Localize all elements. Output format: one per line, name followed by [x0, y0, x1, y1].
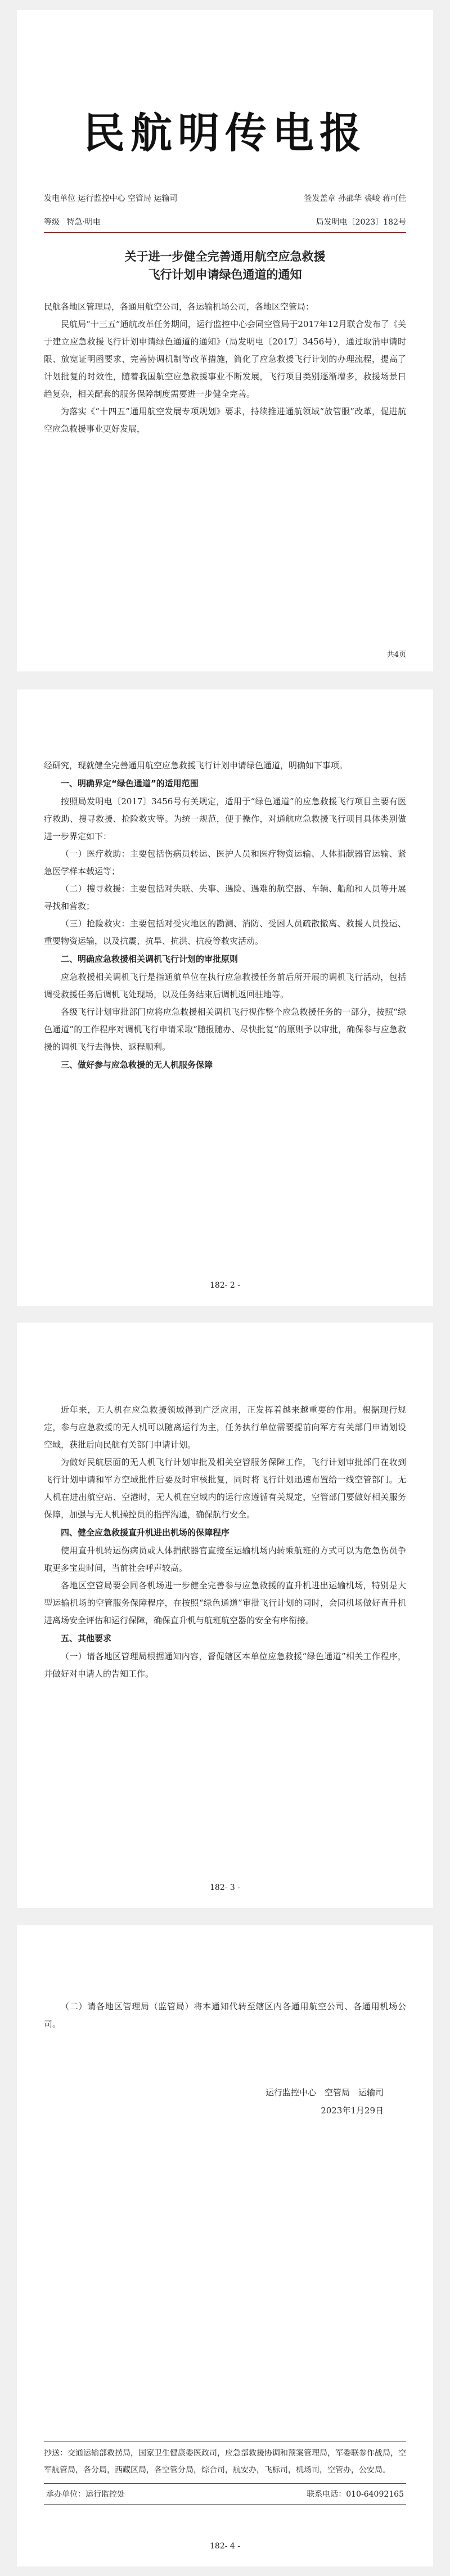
paragraph: 民航局“十三五”通航改革任务期间，运行监控中心会同空管局于2017年12月联合发布了《关于建立应急救援飞行计划申请绿色通道的通知》（局发明电〔2017〕3456号），通过取消申请时限、放宽证明函要求、完善协调机制等改革措施，简化了应急救援飞行计划的办理流程，提高了计划批复的时效性，随着我国航空应急救援事业不断发展，飞行项目类别逐渐增多，救援场景日趋复杂，相关配套的服务保障制度需要进一步健全完善。 [44, 319, 406, 399]
cc-recipients-continued: 各分局，西藏区局，各空管分局，综合司，航安办，飞标司，机场司，空管办，公安局。 [83, 2466, 390, 2475]
sign-off-date: 2023年1月29日 [321, 2105, 384, 2116]
section-heading: 三、做好参与应急救援的无人机服务保障 [61, 1060, 213, 1070]
grade-value: 特急·明电 [66, 218, 101, 227]
handling-unit-row [44, 2484, 406, 2504]
paragraph: 为落实《“十四五”通用航空发展专项规划》要求，持续推进通航领域“放管服”改革，促进航空应急救援事业更好发展， [44, 406, 406, 434]
phone-value: 010-64092165 [346, 2490, 404, 2499]
title-line-1: 关于进一步健全完善通用航空应急救援 [124, 249, 326, 263]
handling-unit-label: 承办单位： [46, 2490, 86, 2499]
cc-recipients: 交通运输部救捞局，国家卫生健康委医政司，应急部救援协调和预案管理局，军委联参作战局，空军航管局， [44, 2449, 406, 2475]
paragraph: （一）医疗救助：主要包括伤病员转运、医护人员和医疗物资运输、人体捐献器官运输、紧急医学样本载运等； [44, 849, 406, 876]
document-page-1 [17, 10, 433, 671]
paragraph: （一）请各地区管理局根据通知内容，督促辖区本单位应急救援“绿色通道”相关工作程序，并做好对申请人的告知工作。 [44, 1651, 406, 1679]
paragraph: （二）请各地区管理局（监管局）将本通知代转至辖区内各通用航空公司、各通用机场公司。 [44, 2001, 406, 2029]
page-count: 共4页 [386, 651, 406, 659]
section-heading: 五、其他要求 [61, 1633, 112, 1643]
grade-line [44, 216, 406, 233]
paragraph: 各级飞行计划审批部门应将应急救援相关调机飞行视作整个应急救援任务的一部分，按照“绿色通道”的工作程序对调机飞行申请采取“随报随办、尽快批复”的原则予以审批，确保参与应急救援的调机飞行去得快、返程顺利。 [44, 1007, 406, 1052]
document-title [44, 248, 406, 284]
title-line-2: 飞行计划申请绿色通道的通知 [148, 267, 302, 281]
document-page-4 [17, 1925, 433, 2566]
issuing-units: 发电单位 运行监控中心 空管局 运输司 [44, 194, 178, 203]
doc-number: 局发明电〔2023〕182号 [316, 218, 406, 227]
document-page-2 [17, 689, 433, 1306]
page-number: 182- 2 - [210, 1281, 240, 1290]
handling-unit-value: 运行监控处 [86, 2490, 125, 2499]
masthead: 民航明传电报 [83, 109, 367, 158]
section-heading: 一、明确界定“绿色通道”的适用范围 [61, 778, 199, 789]
phone-label: 联系电话： [307, 2490, 346, 2499]
section-heading: 四、健全应急救援直升机进出机场的保障程序 [61, 1527, 230, 1538]
document-page-3 [17, 1323, 433, 1908]
paragraph: （三）抢险救灾：主要包括对受灾地区的勘测、消防、受困人员疏散撤离、救援人员投运、重要物资运输，以及抗震、抗旱、抗洪、抗疫等救灾活动。 [44, 919, 406, 946]
distribution-block [44, 2441, 406, 2505]
grade-label: 等级 [44, 218, 60, 227]
issuer-line [44, 192, 406, 204]
paragraph: 经研究，现就健全完善通用航空应急救援飞行计划申请绿色通道，明确如下事项。 [44, 760, 348, 770]
paragraph: （二）搜寻救援：主要包括对失联、失事、遇险、遇难的航空器、车辆、船舶和人员等开展寻找和营救； [44, 884, 406, 911]
paragraph: 使用直升机转运伤病员或人体捐献器官直接至运输机场内转乘航班的方式可以为危急伤员争取更多宝贵时间，当前社会呼声较高。 [44, 1545, 406, 1573]
signatories: 签发盖章 孙邵华 裘峻 蒋可佳 [304, 194, 406, 203]
paragraph: 为做好民航层面的无人机飞行计划审批及相关空管服务保障工作，飞行计划审批部门在收到飞行计划申请和军方空域批件后要及时审核批复，同时将飞行计划迅速布置给一线空管部门。无人机在进出航空站、空港时，无人机在空域内的运行应遵循有关规定，空管部门要做好相关服务保障，加强与无人机操控员的指挥沟通，确保航行安全。 [44, 1457, 406, 1520]
sign-off-units: 运行监控中心 空管局 运输司 [265, 2087, 384, 2098]
paragraph: 近年来，无人机在应急救援领域得到广泛应用，正发挥着越来越重要的作用。根据现行规定，参与应急救援的无人机可以随离运行为主，任务执行单位需要提前向军方有关部门申请划设空域，获批后向民航有关部门申请计划。 [44, 1405, 406, 1450]
paragraph: 各地区空管局要会同各机场进一步健全完善参与应急救援的直升机进出运输机场，特别是大型运输机场的空管服务保障程序，在按照“绿色通道”审批飞行计划的同时，会同机场做好直升机进离场安全评估和运行保障，确保直升机与航班航空器的安全有序衔接。 [44, 1580, 406, 1625]
section-heading: 二、明确应急救援相关调机飞行计划的审批原则 [61, 954, 238, 964]
paragraph: 按照局发明电〔2017〕3456号有关规定，适用于“绿色通道”的应急救援飞行项目主要有医疗救助、搜寻救援、抢险救灾等。为统一规范，便于操作，对通航应急救援飞行项目具体类别做进一步界定如下： [44, 796, 406, 841]
recipients: 民航各地区管理局，各通用航空公司，各运输机场公司，各地区空管局： [44, 302, 314, 312]
cc-label: 抄送： [44, 2449, 68, 2458]
page-number: 182- 4 - [210, 2542, 240, 2551]
paragraph: 应急救援相关调机飞行是指通航单位在执行应急救援任务前后所开展的调机飞行活动，包括调受救援任务后调机飞处现场，以及任务结束后调机返回驻地等。 [44, 972, 406, 1000]
cc-list [44, 2441, 406, 2484]
page-number: 182- 3 - [210, 1883, 240, 1892]
